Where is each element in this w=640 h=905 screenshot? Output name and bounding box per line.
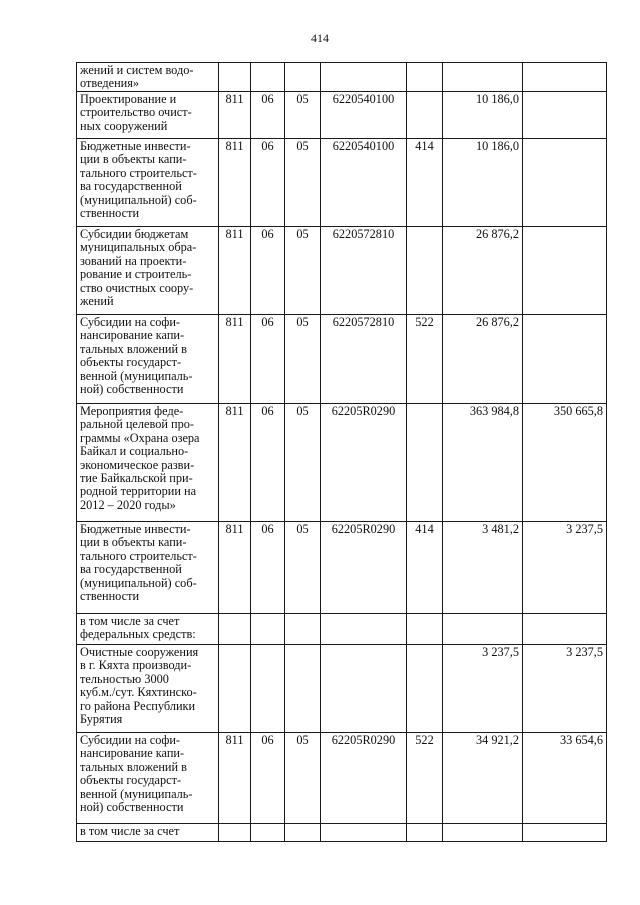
cell-subsection bbox=[285, 824, 321, 842]
cell-amount-2 bbox=[523, 227, 607, 315]
cell-subsection bbox=[285, 645, 321, 733]
cell-amount-2 bbox=[523, 63, 607, 92]
cell-subsection: 05 bbox=[285, 315, 321, 404]
cell-target-article bbox=[321, 614, 407, 645]
cell-amount-1: 34 921,2 bbox=[443, 733, 523, 824]
cell-amount-1: 363 984,8 bbox=[443, 404, 523, 522]
cell-amount-1: 26 876,2 bbox=[443, 227, 523, 315]
table-row bbox=[77, 139, 607, 227]
cell-section: 06 bbox=[251, 315, 285, 404]
table-row bbox=[77, 404, 607, 522]
cell-amount-1: 3 237,5 bbox=[443, 645, 523, 733]
cell-section: 06 bbox=[251, 522, 285, 614]
cell-section bbox=[251, 614, 285, 645]
cell-amount-1: 3 481,2 bbox=[443, 522, 523, 614]
cell-target-article: 62205R0290 bbox=[321, 404, 407, 522]
cell-name: Бюджетные инвести- ции в объекты капи- тального строительст- ва государственной (муниципальной) соб- ственности bbox=[77, 522, 219, 614]
cell-amount-1 bbox=[443, 63, 523, 92]
cell-expense-type: 522 bbox=[407, 733, 443, 824]
cell-amount-1: 10 186,0 bbox=[443, 92, 523, 139]
cell-amount-2: 350 665,8 bbox=[523, 404, 607, 522]
cell-expense-type bbox=[407, 92, 443, 139]
cell-subsection: 05 bbox=[285, 522, 321, 614]
cell-ministry-code bbox=[219, 614, 251, 645]
cell-target-article bbox=[321, 645, 407, 733]
cell-target-article bbox=[321, 63, 407, 92]
cell-expense-type: 414 bbox=[407, 139, 443, 227]
table-row bbox=[77, 315, 607, 404]
cell-subsection: 05 bbox=[285, 92, 321, 139]
cell-target-article bbox=[321, 824, 407, 842]
cell-ministry-code: 811 bbox=[219, 139, 251, 227]
table-row bbox=[77, 227, 607, 315]
cell-target-article: 62205R0290 bbox=[321, 733, 407, 824]
cell-subsection: 05 bbox=[285, 139, 321, 227]
cell-section: 06 bbox=[251, 227, 285, 315]
cell-amount-2 bbox=[523, 824, 607, 842]
cell-target-article: 62205R0290 bbox=[321, 522, 407, 614]
cell-name: в том числе за счет bbox=[77, 824, 219, 842]
cell-target-article: 6220540100 bbox=[321, 92, 407, 139]
cell-section bbox=[251, 645, 285, 733]
cell-ministry-code: 811 bbox=[219, 92, 251, 139]
cell-section: 06 bbox=[251, 139, 285, 227]
cell-section: 06 bbox=[251, 92, 285, 139]
cell-section bbox=[251, 824, 285, 842]
cell-name: Бюджетные инвести- ции в объекты капи- тального строительст- ва государственной (муниципальной) соб- ственности bbox=[77, 139, 219, 227]
table-row bbox=[77, 522, 607, 614]
table-row bbox=[77, 645, 607, 733]
cell-target-article: 6220572810 bbox=[321, 315, 407, 404]
cell-expense-type bbox=[407, 645, 443, 733]
cell-name: Субсидии на софи- нансирование капи- тальных вложений в объекты государст- венной (муниципаль- ной) собственности bbox=[77, 733, 219, 824]
cell-amount-2 bbox=[523, 139, 607, 227]
cell-expense-type: 522 bbox=[407, 315, 443, 404]
cell-section: 06 bbox=[251, 404, 285, 522]
cell-subsection bbox=[285, 614, 321, 645]
cell-ministry-code: 811 bbox=[219, 522, 251, 614]
cell-amount-1 bbox=[443, 614, 523, 645]
table-row bbox=[77, 824, 607, 842]
cell-expense-type bbox=[407, 614, 443, 645]
cell-ministry-code: 811 bbox=[219, 315, 251, 404]
cell-amount-2: 33 654,6 bbox=[523, 733, 607, 824]
cell-expense-type bbox=[407, 824, 443, 842]
cell-ministry-code bbox=[219, 63, 251, 92]
table-row bbox=[77, 92, 607, 139]
cell-amount-2 bbox=[523, 614, 607, 645]
cell-section bbox=[251, 63, 285, 92]
cell-name: жений и систем водо- отведения» bbox=[77, 63, 219, 92]
cell-subsection bbox=[285, 63, 321, 92]
cell-expense-type: 414 bbox=[407, 522, 443, 614]
cell-name: Мероприятия феде- ральной целевой про- граммы «Охрана озера Байкал и социально- экономическое разви- тие Байкальской при- родной территории на 2012 – 2020 годы» bbox=[77, 404, 219, 522]
table-row bbox=[77, 63, 607, 92]
cell-amount-1: 10 186,0 bbox=[443, 139, 523, 227]
cell-subsection: 05 bbox=[285, 733, 321, 824]
cell-amount-1 bbox=[443, 824, 523, 842]
page-number: 414 bbox=[311, 31, 329, 45]
cell-amount-2: 3 237,5 bbox=[523, 645, 607, 733]
cell-section: 06 bbox=[251, 733, 285, 824]
cell-amount-2 bbox=[523, 315, 607, 404]
budget-table bbox=[76, 62, 607, 842]
table-row bbox=[77, 733, 607, 824]
cell-name: в том числе за счет федеральных средств: bbox=[77, 614, 219, 645]
cell-amount-2: 3 237,5 bbox=[523, 522, 607, 614]
table-row bbox=[77, 614, 607, 645]
cell-ministry-code: 811 bbox=[219, 404, 251, 522]
cell-name: Проектирование и строительство очист- ных сооружений bbox=[77, 92, 219, 139]
cell-amount-2 bbox=[523, 92, 607, 139]
cell-expense-type bbox=[407, 63, 443, 92]
cell-name: Субсидии на софи- нансирование капи- тальных вложений в объекты государст- венной (муниципаль- ной) собственности bbox=[77, 315, 219, 404]
cell-expense-type bbox=[407, 227, 443, 315]
cell-amount-1: 26 876,2 bbox=[443, 315, 523, 404]
cell-ministry-code: 811 bbox=[219, 733, 251, 824]
cell-target-article: 6220572810 bbox=[321, 227, 407, 315]
cell-name: Субсидии бюджетам муниципальных обра- зований на проекти- рование и строитель- ство очистных соору- жений bbox=[77, 227, 219, 315]
cell-ministry-code: 811 bbox=[219, 227, 251, 315]
cell-subsection: 05 bbox=[285, 227, 321, 315]
cell-ministry-code bbox=[219, 824, 251, 842]
cell-expense-type bbox=[407, 404, 443, 522]
cell-name: Очистные сооружения в г. Кяхта производи- тельностью 3000 куб.м./сут. Кяхтинско- го района Республики Бурятия bbox=[77, 645, 219, 733]
cell-target-article: 6220540100 bbox=[321, 139, 407, 227]
cell-subsection: 05 bbox=[285, 404, 321, 522]
cell-ministry-code bbox=[219, 645, 251, 733]
